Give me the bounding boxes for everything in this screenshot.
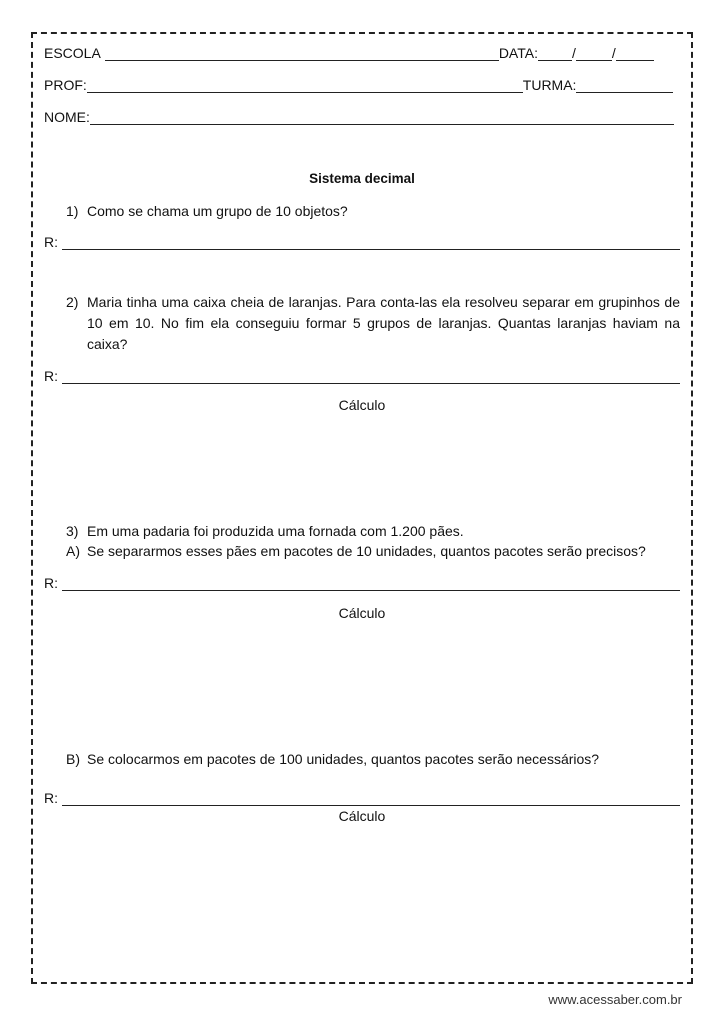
header-nome-row — [44, 107, 680, 125]
calc-label-3b: Cálculo — [338, 808, 386, 824]
header-escola-row — [44, 43, 680, 61]
prof-field[interactable] — [87, 78, 523, 93]
question-number: 3) — [66, 523, 79, 539]
answer-row-3b — [44, 788, 680, 806]
answer-field-2[interactable] — [62, 369, 680, 384]
answer-row-3a — [44, 573, 680, 591]
answer-field-3b[interactable] — [62, 791, 680, 806]
question-number: 2) — [66, 294, 79, 310]
answer-row-1 — [44, 232, 680, 250]
turma-label: TURMA: — [522, 77, 577, 93]
question-text: Em uma padaria foi produzida uma fornada com 1.200 pães. — [87, 523, 464, 539]
turma-field[interactable] — [576, 78, 673, 93]
answer-field-3a[interactable] — [62, 576, 680, 591]
escola-label: ESCOLA — [44, 45, 101, 61]
answer-label: R: — [44, 790, 58, 806]
question-number: A) — [66, 543, 80, 559]
answer-label: R: — [44, 234, 58, 250]
question-text: Se colocarmos em pacotes de 100 unidades, quantos pacotes serão necessários? — [87, 751, 600, 767]
header-prof-row — [44, 75, 680, 93]
data-day-field[interactable] — [538, 46, 572, 61]
question-text: Se separarmos esses pães em pacotes de 10 unidades, quantos pacotes serão precisos? — [87, 543, 646, 559]
calc-label-3a: Cálculo — [338, 605, 386, 621]
question-3b — [66, 749, 680, 770]
data-year-field[interactable] — [616, 46, 654, 61]
question-3a — [66, 541, 680, 562]
footer-website: www.acessaber.com.br — [548, 992, 682, 1007]
data-month-field[interactable] — [576, 46, 612, 61]
answer-field-1[interactable] — [62, 235, 680, 250]
question-2 — [66, 292, 680, 355]
answer-row-2 — [44, 366, 680, 384]
data-separator: / — [611, 45, 616, 61]
page-title: Sistema decimal — [309, 171, 415, 186]
data-label: DATA: — [498, 45, 538, 61]
question-text: Como se chama um grupo de 10 objetos? — [87, 203, 348, 219]
question-1 — [66, 201, 680, 222]
question-text: Maria tinha uma caixa cheia de laranjas. Para conta-las ela resolveu separar em grupinhos de 10 em 10. No fim ela conseguiu formar 5 grupos de laranjas. Quantas laranjas haviam na caixa? — [87, 294, 680, 352]
answer-label: R: — [44, 368, 58, 384]
calc-label-2: Cálculo — [338, 397, 386, 413]
question-number: B) — [66, 751, 80, 767]
nome-field[interactable] — [90, 110, 674, 125]
escola-field[interactable] — [105, 46, 499, 61]
question-number: 1) — [66, 203, 79, 219]
answer-label: R: — [44, 575, 58, 591]
data-separator: / — [571, 45, 576, 61]
prof-label: PROF: — [44, 77, 87, 93]
question-3 — [66, 521, 680, 542]
nome-label: NOME: — [44, 109, 90, 125]
